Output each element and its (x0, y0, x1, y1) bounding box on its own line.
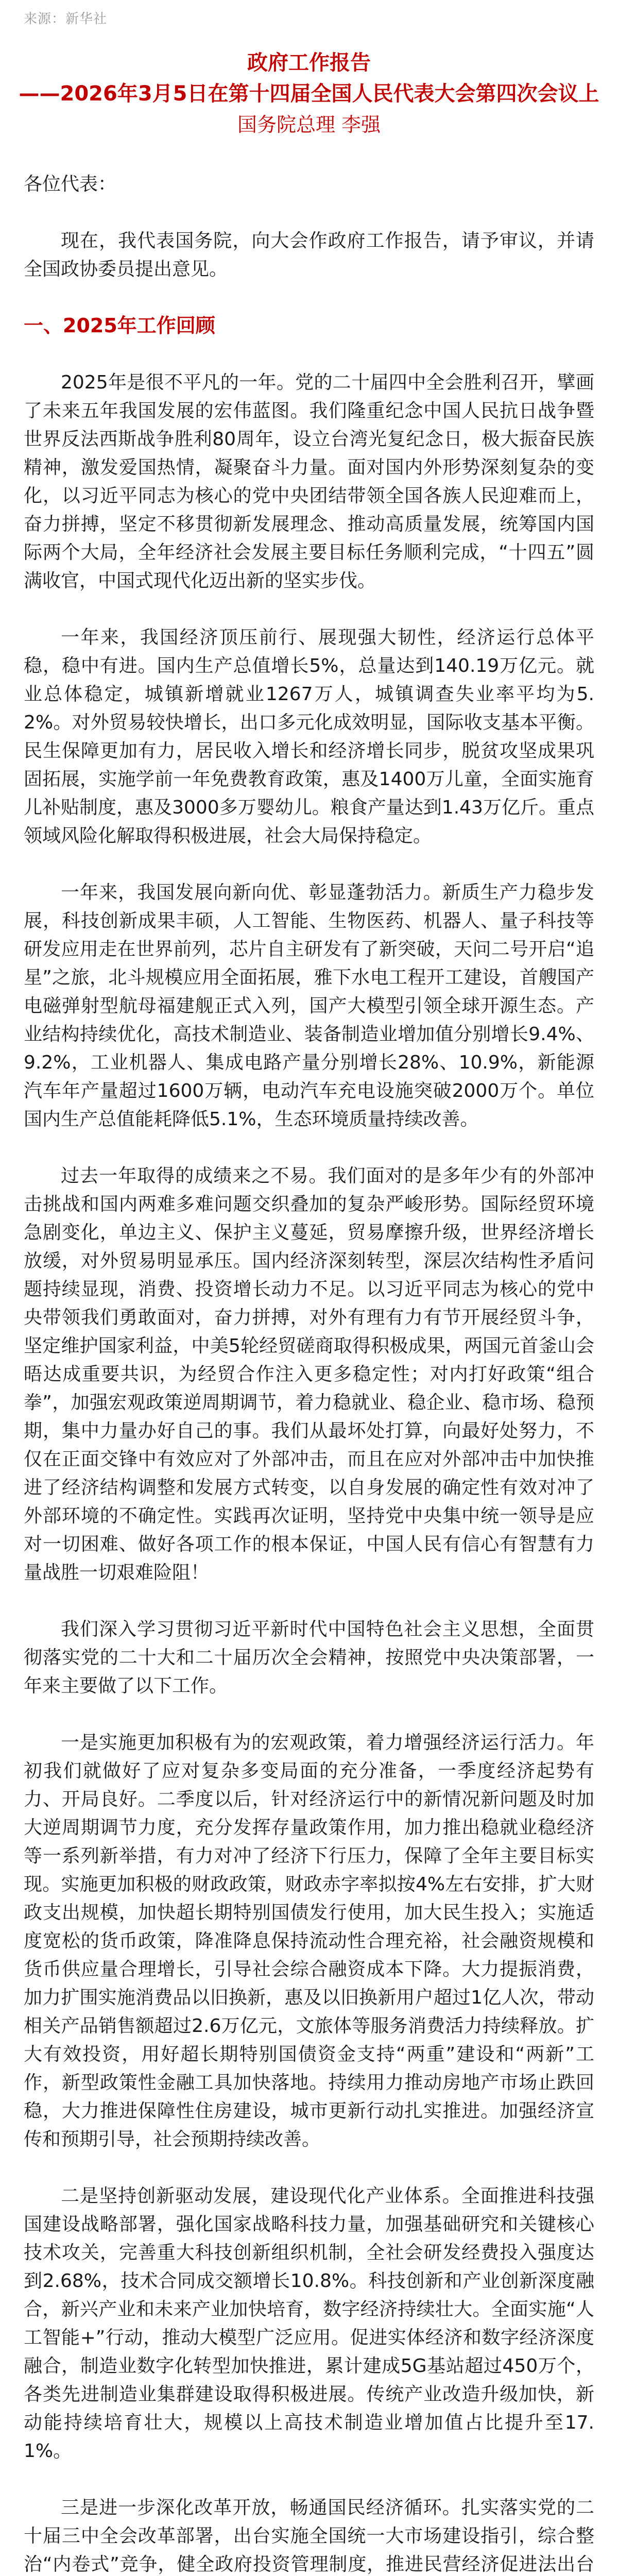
section-heading: 一、2025年工作回顾 (24, 314, 215, 337)
body-paragraph: 过去一年取得的成绩来之不易。我们面对的是多年少有的外部冲击挑战和国内两难多难问题交织叠加的复杂严峻形势。国际经贸环境急剧变化，单边主义、保护主义蔓延，贸易摩擦升级，世界经济增长放缓，对外贸易明显承压。国内经济深刻转型，深层次结构性矛盾问题持续显现，消费、投资增长动力不足。以习近平同志为核心的党中央带领我们勇敢面对，奋力拼搏，对外有理有力有节开展经贸斗争，坚定维护国家利益，中美5轮经贸磋商取得积极成果，两国元首釜山会晤达成重要共识，为经贸合作注入更多稳定性；对内打好政策“组合拳”，加强宏观政策逆周期调节，着力稳就业、稳企业、稳市场、稳预期，集中力量办好自己的事。我们从最坏处打算，向最好处努力，不仅在正面交锋中有效应对了外部冲击，而且在应对外部冲击中加快推进了经济结构调整和发展方式转变，以自身发展的确定性有效对冲了外部环境的不确定性。实践再次证明，坚持党中央集中统一领导是应对一切困难、做好各项工作的根本保证，中国人民有信心有智慧有力量战胜一切艰难险阻！ (24, 1165, 594, 1583)
report-author: 国务院总理 李强 (237, 113, 381, 136)
salutation: 各位代表： (24, 174, 117, 195)
report-subtitle: ——2026年3月5日在第十四届全国人民代表大会第四次会议上 (19, 82, 599, 106)
intro-paragraph: 现在，我代表国务院，向大会作政府工作报告，请予审议，并请全国政协委员提出意见。 (24, 230, 594, 280)
body-paragraph: 2025年是很不平凡的一年。党的二十届四中全会胜利召开，擘画了未来五年我国发展的宏伟蓝图。我们隆重纪念中国人民抗日战争暨世界反法西斯战争胜利80周年，设立台湾光复纪念日，极大振奋民族精神，激发爱国热情，凝聚奋斗力量。面对国内外形势深刻复杂的变化，以习近平同志为核心的党中央团结带领全国各族人民迎难而上，奋力拼搏，坚定不移贯彻新发展理念、推动高质量发展，统筹国内国际两个大局，全年经济社会发展主要目标任务顺利完成，“十四五”圆满收官，中国式现代化迈出新的坚实步伐。 (24, 372, 594, 591)
body-paragraph: 二是坚持创新驱动发展，建设现代化产业体系。全面推进科技强国建设战略部署，强化国家战略科技力量，加强基础研究和关键核心技术攻关，完善重大科技创新组织机制，全社会研发经费投入强度达到2.68%，技术合同成交额增长10.8%。科技创新和产业创新深度融合，新兴产业和未来产业加快培育，数字经济持续壮大。全面实施“人工智能+”行动，推动大模型广泛应用。促进实体经济和数字经济深度融合，制造业数字化转型加快推进，累计建成5G基站超过450万个，各类先进制造业集群建设取得积极进展。传统产业改造升级加快，新动能持续培育壮大，规模以上高技术制造业增加值占比提升至17.1%。 (24, 2185, 594, 2462)
body-paragraph: 一年来，我国经济顶压前行、展现强大韧性，经济运行总体平稳，稳中有进。国内生产总值增长5%，总量达到140.19万亿元。就业总体稳定，城镇新增就业1267万人，城镇调查失业率平均为5.2%。对外贸易较快增长，出口多元化成效明显，国际收支基本平衡。民生保障更加有力，居民收入增长和经济增长同步，脱贫攻坚成果巩固拓展，实施学前一年免费教育政策，惠及1400万儿童，全面实施育儿补贴制度，惠及3000多万婴幼儿。粮食产量达到1.43万亿斤。重点领域风险化解取得积极进展，社会大局保持稳定。 (24, 627, 594, 846)
body-paragraph: 一是实施更加积极有为的宏观政策，着力增强经济运行活力。年初我们就做好了应对复杂多变局面的充分准备，一季度经济起势有力、开局良好。二季度以后，针对经济运行中的新情况新问题及时加大逆周期调节力度，充分发挥存量政策作用，加力推出稳就业稳经济等一系列新举措，有力对冲了经济下行压力，保障了全年主要目标实现。实施更加积极的财政政策，财政赤字率拟按4%左右安排，扩大财政支出规模，加快超长期特别国债发行使用，加大民生投入；实施适度宽松的货币政策，降准降息保持流动性合理充裕，社会融资规模和货币供应量合理增长，引导社会综合融资成本下降。大力提振消费，加力扩围实施消费品以旧换新，惠及以旧换新用户超过1亿人次，带动相关产品销售额超过2.6万亿元，文旅体等服务消费活力持续释放。扩大有效投资，用好超长期特别国债资金支持“两重”建设和“两新”工作，新型政策性金融工具加快落地。持续用力推动房地产市场止跌回稳，大力推进保障性住房建设，城市更新行动扎实推进。加强经济宣传和预期引导，社会预期持续改善。 (24, 1732, 594, 2150)
body-paragraph: 一年来，我国发展向新向优、彰显蓬勃活力。新质生产力稳步发展，科技创新成果丰硕，人工智能、生物医药、机器人、量子科技等研发应用走在世界前列，芯片自主研发有了新突破，天问二号开启“追星”之旅，北斗规模应用全面拓展，雅下水电工程开工建设，首艘国产电磁弹射型航母福建舰正式入列，国产大模型引领全球开源生态。产业结构持续优化，高技术制造业、装备制造业增加值分别增长9.4%、9.2%，工业机器人、集成电路产量分别增长28%、10.9%，新能源汽车年产量超过1600万辆，电动汽车充电设施突破2000万个。单位国内生产总值能耗降低5.1%，生态环境质量持续改善。 (24, 882, 594, 1130)
body-paragraph: 我们深入学习贯彻习近平新时代中国特色社会主义思想，全面贯彻落实党的二十大和二十届历次全会精神，按照党中央决策部署，一年来主要做了以下工作。 (24, 1619, 594, 1697)
header-block (0, 47, 618, 140)
article-body (24, 170, 594, 2576)
body-paragraph: 三是进一步深化改革开放，畅通国民经济循环。扎实落实党的二十届三中全会改革部署，出台实施全国统一大市场建设指引，综合整治“内卷式”竞争，健全政府投资管理制度，推进民营经济促进法出台 (24, 2497, 594, 2575)
report-title: 政府工作报告 (247, 51, 371, 75)
source-label: 来源：新华社 (24, 11, 108, 27)
